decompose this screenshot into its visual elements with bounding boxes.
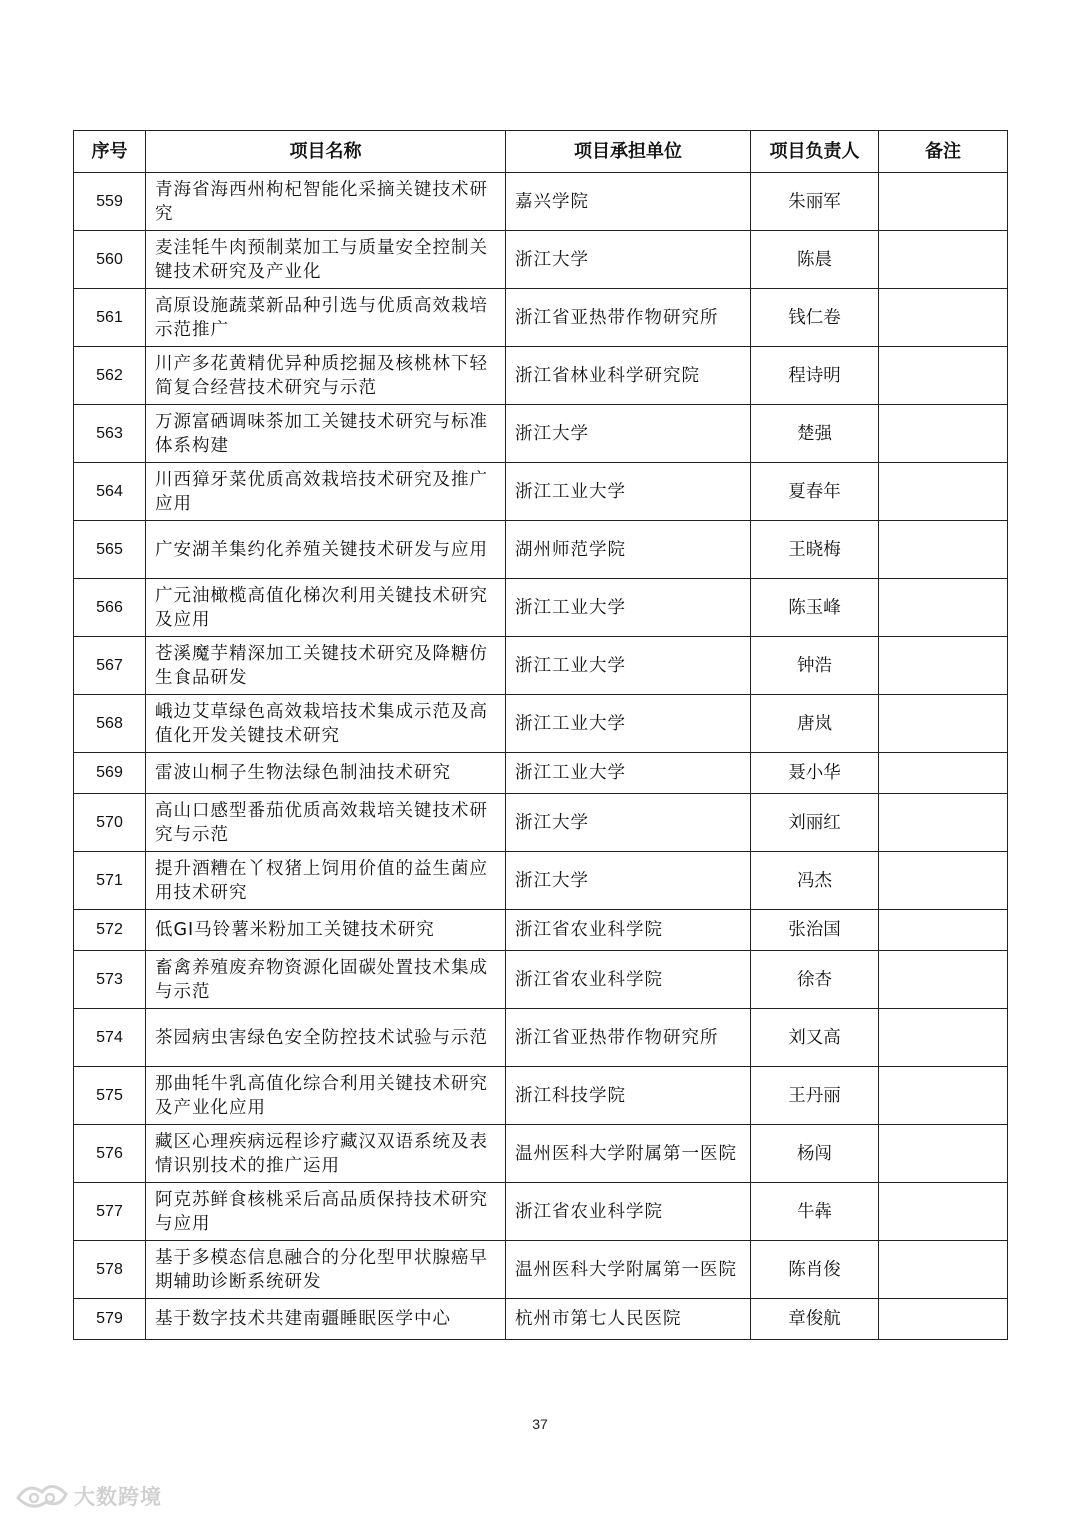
table-row	[74, 852, 1008, 910]
row-project-name: 藏区心理疾病远程诊疗藏汉双语系统及表情识别技术的推广运用	[146, 1125, 506, 1183]
row-unit: 温州医科大学附属第一医院	[506, 1125, 751, 1183]
row-number: 575	[74, 1067, 146, 1125]
table-row	[74, 1241, 1008, 1299]
table-row	[74, 289, 1008, 347]
table-row	[74, 695, 1008, 753]
row-project-name: 川产多花黄精优异种质挖掘及核桃林下轻简复合经营技术研究与示范	[146, 347, 506, 405]
row-note	[879, 695, 1008, 753]
row-note	[879, 463, 1008, 521]
row-person: 夏春年	[751, 463, 879, 521]
row-number: 574	[74, 1009, 146, 1067]
row-note	[879, 231, 1008, 289]
row-number: 559	[74, 173, 146, 231]
row-number: 567	[74, 637, 146, 695]
row-number: 566	[74, 579, 146, 637]
table-row	[74, 1067, 1008, 1125]
row-person: 徐杏	[751, 951, 879, 1009]
row-unit: 嘉兴学院	[506, 173, 751, 231]
row-unit: 浙江省农业科学院	[506, 910, 751, 951]
row-unit: 浙江工业大学	[506, 695, 751, 753]
row-unit: 浙江科技学院	[506, 1067, 751, 1125]
row-unit: 浙江工业大学	[506, 463, 751, 521]
table-row	[74, 1125, 1008, 1183]
row-person: 聂小华	[751, 753, 879, 794]
row-unit: 浙江工业大学	[506, 579, 751, 637]
row-note	[879, 794, 1008, 852]
row-project-name: 雷波山桐子生物法绿色制油技术研究	[146, 753, 506, 794]
row-unit: 温州医科大学附属第一医院	[506, 1241, 751, 1299]
row-person: 张治国	[751, 910, 879, 951]
row-unit: 浙江省林业科学研究院	[506, 347, 751, 405]
row-project-name: 万源富硒调味茶加工关键技术研究与标准体系构建	[146, 405, 506, 463]
row-project-name: 阿克苏鲜食核桃采后高品质保持技术研究与应用	[146, 1183, 506, 1241]
row-note	[879, 579, 1008, 637]
row-number: 579	[74, 1299, 146, 1340]
table-row	[74, 463, 1008, 521]
table-row	[74, 405, 1008, 463]
header-person: 项目负责人	[751, 131, 879, 173]
row-unit: 浙江大学	[506, 231, 751, 289]
watermark-text: 大数跨境	[74, 1485, 162, 1509]
row-note	[879, 405, 1008, 463]
row-project-name: 青海省海西州枸杞智能化采摘关键技术研究	[146, 173, 506, 231]
row-note	[879, 1183, 1008, 1241]
row-unit: 杭州市第七人民医院	[506, 1299, 751, 1340]
table-row	[74, 579, 1008, 637]
row-person: 楚强	[751, 405, 879, 463]
row-note	[879, 1299, 1008, 1340]
header-project-name: 项目名称	[146, 131, 506, 173]
row-project-name: 高原设施蔬菜新品种引选与优质高效栽培示范推广	[146, 289, 506, 347]
row-number: 573	[74, 951, 146, 1009]
row-number: 577	[74, 1183, 146, 1241]
row-person: 唐岚	[751, 695, 879, 753]
row-person: 王晓梅	[751, 521, 879, 579]
row-person: 钟浩	[751, 637, 879, 695]
table-row	[74, 637, 1008, 695]
row-person: 陈晨	[751, 231, 879, 289]
table-row	[74, 753, 1008, 794]
row-unit: 浙江省亚热带作物研究所	[506, 1009, 751, 1067]
table-row	[74, 1009, 1008, 1067]
row-project-name: 川西獐牙菜优质高效栽培技术研究及推广应用	[146, 463, 506, 521]
row-project-name: 提升酒糟在丫杈猪上饲用价值的益生菌应用技术研究	[146, 852, 506, 910]
row-person: 杨闯	[751, 1125, 879, 1183]
row-project-name: 畜禽养殖废弃物资源化固碳处置技术集成与示范	[146, 951, 506, 1009]
row-person: 陈肖俊	[751, 1241, 879, 1299]
row-note	[879, 173, 1008, 231]
row-number: 562	[74, 347, 146, 405]
table-row	[74, 1183, 1008, 1241]
table-row	[74, 951, 1008, 1009]
row-project-name: 峨边艾草绿色高效栽培技术集成示范及高值化开发关键技术研究	[146, 695, 506, 753]
row-number: 572	[74, 910, 146, 951]
row-number: 563	[74, 405, 146, 463]
table-row	[74, 794, 1008, 852]
row-note	[879, 347, 1008, 405]
row-unit: 浙江工业大学	[506, 637, 751, 695]
header-number: 序号	[74, 131, 146, 173]
row-number: 565	[74, 521, 146, 579]
project-table	[73, 130, 1008, 1340]
row-number: 569	[74, 753, 146, 794]
row-unit: 浙江省亚热带作物研究所	[506, 289, 751, 347]
row-project-name: 低GI马铃薯米粉加工关键技术研究	[146, 910, 506, 951]
row-project-name: 茶园病虫害绿色安全防控技术试验与示范	[146, 1009, 506, 1067]
row-person: 牛犇	[751, 1183, 879, 1241]
row-project-name: 那曲牦牛乳高值化综合利用关键技术研究及产业化应用	[146, 1067, 506, 1125]
table-row	[74, 1299, 1008, 1340]
row-note	[879, 521, 1008, 579]
row-note	[879, 1125, 1008, 1183]
row-number: 568	[74, 695, 146, 753]
header-row	[74, 131, 1008, 173]
row-person: 刘又高	[751, 1009, 879, 1067]
row-note	[879, 1241, 1008, 1299]
row-number: 564	[74, 463, 146, 521]
table-row	[74, 521, 1008, 579]
row-note	[879, 910, 1008, 951]
row-number: 578	[74, 1241, 146, 1299]
watermark	[12, 1476, 162, 1516]
table-row	[74, 173, 1008, 231]
table-row	[74, 347, 1008, 405]
row-note	[879, 637, 1008, 695]
row-unit: 浙江大学	[506, 794, 751, 852]
row-unit: 湖州师范学院	[506, 521, 751, 579]
table-row	[74, 231, 1008, 289]
row-project-name: 广安湖羊集约化养殖关键技术研发与应用	[146, 521, 506, 579]
header-unit: 项目承担单位	[506, 131, 751, 173]
row-unit: 浙江大学	[506, 405, 751, 463]
page-number: 37	[532, 1416, 548, 1432]
row-unit: 浙江省农业科学院	[506, 1183, 751, 1241]
row-person: 钱仁卷	[751, 289, 879, 347]
row-number: 571	[74, 852, 146, 910]
row-project-name: 苍溪魔芋精深加工关键技术研究及降糖仿生食品研发	[146, 637, 506, 695]
row-person: 冯杰	[751, 852, 879, 910]
row-project-name: 广元油橄榄高值化梯次利用关键技术研究及应用	[146, 579, 506, 637]
watermark-logo-icon	[12, 1476, 72, 1516]
row-note	[879, 1009, 1008, 1067]
row-number: 570	[74, 794, 146, 852]
row-person: 朱丽军	[751, 173, 879, 231]
row-person: 章俊航	[751, 1299, 879, 1340]
row-person: 王丹丽	[751, 1067, 879, 1125]
row-project-name: 基于多模态信息融合的分化型甲状腺癌早期辅助诊断系统研发	[146, 1241, 506, 1299]
row-person: 陈玉峰	[751, 579, 879, 637]
row-project-name: 基于数字技术共建南疆睡眠医学中心	[146, 1299, 506, 1340]
row-unit: 浙江大学	[506, 852, 751, 910]
row-note	[879, 289, 1008, 347]
row-note	[879, 951, 1008, 1009]
row-unit: 浙江省农业科学院	[506, 951, 751, 1009]
row-note	[879, 852, 1008, 910]
table-row	[74, 910, 1008, 951]
header-note: 备注	[879, 131, 1008, 173]
row-note	[879, 753, 1008, 794]
row-number: 561	[74, 289, 146, 347]
row-project-name: 高山口感型番茄优质高效栽培关键技术研究与示范	[146, 794, 506, 852]
row-project-name: 麦洼牦牛肉预制菜加工与质量安全控制关键技术研究及产业化	[146, 231, 506, 289]
row-unit: 浙江工业大学	[506, 753, 751, 794]
row-number: 576	[74, 1125, 146, 1183]
row-note	[879, 1067, 1008, 1125]
row-person: 程诗明	[751, 347, 879, 405]
row-number: 560	[74, 231, 146, 289]
row-person: 刘丽红	[751, 794, 879, 852]
